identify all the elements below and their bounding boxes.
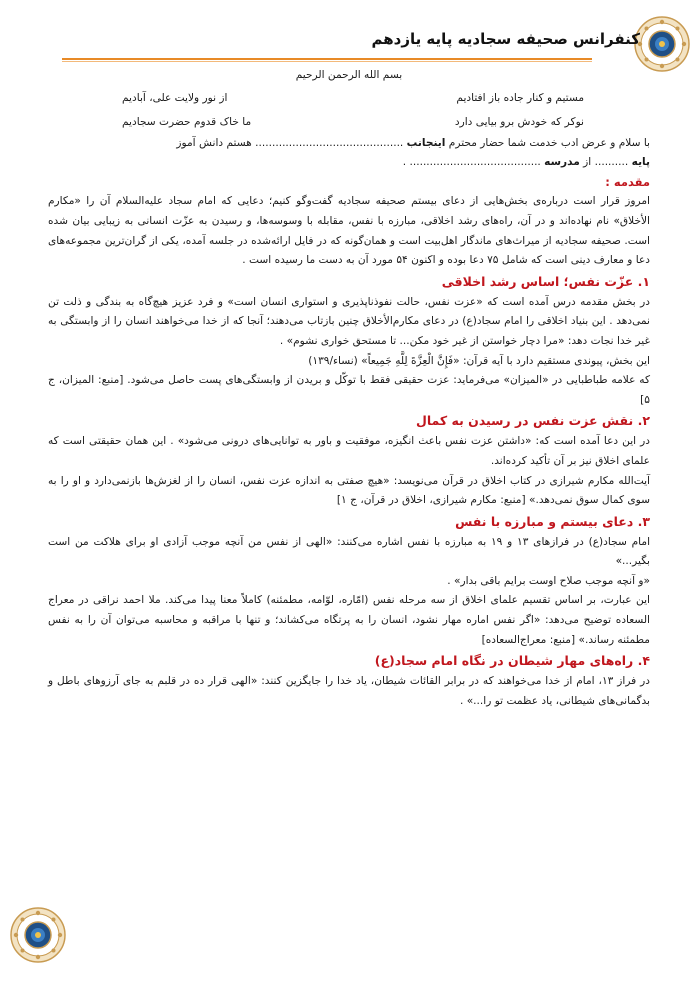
intro-paragraph: امروز قرار است درباره‌ی بخش‌هایی از دعای بیستم صحیفه سجادیه گفت‌وگو کنیم؛ دعایی که امام سجاد علیه‌السلام آن را «مکارم الأخلاق» نام نهاده‌اند و در آن، راه‌های رشد اخلاقی، مبارزه با نفس، مقابله با وسوسه‌ها، و رسیدن به عزّت انسانی به زیبایی بیان شده است. صحیفه سجادیه از میراث‌های ماندگار اهل‌بیت است و همان‌گونه که در فایل ارائه‌شده در جلسه آمده، یکی از گران‌ترین مجموعه‌های دعا و معارف دینی است که شامل ۷۵ دعا بوده و اکنون ۵۴ مورد آن به دست ما رسیده است . <box>48 195 650 267</box>
section-2-paragraph-2: آیت‌الله مکارم شیرازی در کتاب اخلاق در قرآن می‌نویسد: «هیچ صفتی به اندازه عزت نفس، انسان را از لغزش‌ها بازنمی‌دارد و او را به سوی کمال سوق نمی‌دهد.» [منبع: مکارم شیرازی، اخلاق در قرآن، ج ۱] <box>48 474 650 507</box>
bismillah: بسم الله الرحمن الرحیم <box>295 69 403 81</box>
poem-line-2: از نور ولایت علی، آبادیم <box>122 91 228 104</box>
section-2-paragraph-1: در این دعا آمده است که: «داشتن عزت نفس باعث انگیزه، موفقیت و باور به توانایی‌های درونی می‌شود» . این همان حقیقتی است که علمای اخلاق نیز بر آن تأکید کرده‌اند. <box>48 435 650 467</box>
section-1-paragraph-2: این بخش، پیوندی مستقیم دارد با آیه قرآن: «فَإِنَّ الْعِزَّةَ لِلَّهِ جَمِیعاً» (نساء/۱۳۹) <box>308 354 650 367</box>
poem-line-1: مستیم و کنار جاده باز افتادیم <box>456 91 584 104</box>
ornamental-rosette-icon <box>10 907 66 963</box>
section-3-paragraph-2: «و آنچه موجب صلاح اوست برایم باقی بدار» . <box>447 574 650 587</box>
intro-heading: مقدمه : <box>605 174 650 189</box>
school-label: مدرسه <box>544 156 580 169</box>
section-3-heading: ۳. دعای بیستم و مبارزه با نفس <box>455 513 650 529</box>
section-1-heading: ۱. عزّت نفس؛ اساس رشد اخلاقی <box>441 273 650 289</box>
poem-row-1 <box>48 86 650 110</box>
poem-row-2 <box>48 110 650 134</box>
section-2-heading: ۲. نقش عزت نفس در رسیدن به کمال <box>415 413 650 429</box>
greeting-bold: اینجانب <box>406 136 446 149</box>
section-1-paragraph-1: در بخش مقدمه درس آمده است که «عزت نفس، حالت نفوذناپذیری و استواری انسان است» و فرد عزیز هیچ‌گاه به بندگی و ذلت تن نمی‌دهد . این بنیاد اخلاقی را امام سجاد(ع) در دعای مکارم‌الأخلاق چنین بازتاب می‌دهند؛ آنجا که از خدا می‌خواهند انسان را از وابستگی به غیر خدا نجات دهد: «مرا دچار خواستن از غیر خود مکن... تا مستحق خواری نشوم» . <box>48 295 650 347</box>
section-4-heading: ۴. راه‌های مهار شیطان در نگاه امام سجاد(ع) <box>374 653 650 669</box>
greeting-text: با سلام و عرض ادب خدمت شما حضار محترم <box>445 136 650 149</box>
greeting-text-end: ............................................ هستم دانش آموز <box>176 136 407 149</box>
section-1-paragraph-3: که علامه طباطبایی در «المیزان» می‌فرماید: عزت حقیقی فقط با توکّل و بریدن از وابستگی‌های پست حاصل می‌شود. [منبع: المیزان، ج ۵] <box>48 374 650 406</box>
header-title: کنفرانس صحیفه سجادیه پایه یازدهم <box>371 30 640 48</box>
poem-line-3: نوکر که خودش برو بیایی دارد <box>454 115 584 128</box>
grade-label: پایه <box>631 156 650 169</box>
section-4-paragraph-1: در فراز ۱۳، امام از خدا می‌خواهند که در برابر القائات شیطان، یاد خدا را جایگزین کنند: «الهی قرار ده در قلبم به جای آرزوهای باطل و بدگمانی‌های شیطانی، یاد عظمت تو را...» . <box>48 675 650 707</box>
header-divider <box>62 58 592 60</box>
ornamental-rosette-icon <box>634 16 690 72</box>
poem-line-4: ما خاک قدوم حضرت سجادیم <box>122 115 252 128</box>
header-divider-thin <box>62 61 592 62</box>
school-line <box>48 153 650 173</box>
greeting-line <box>48 134 650 154</box>
section-3-paragraph-3: این عبارت، بر اساس تقسیم علمای اخلاق از سه مرحله نفس (امّاره، لوّامه، مطمئنه) کاملاً معنا پیدا می‌کند. ملا احمد نراقی در معراج السعاده توضیح می‌دهد: «اگر نفس اماره مهار نشود، انسان را به پرتگاه می‌کشاند؛ و تنها با مراقبه و محاسبه می‌توان آن را به نفس مطمئنه رساند.» [منبع: معراج‌السعاده] <box>48 594 650 646</box>
school-blank: ....................................... . <box>402 156 545 169</box>
section-3-paragraph-1: امام سجاد(ع) در فرازهای ۱۳ و ۱۹ به مبارزه با نفس اشاره می‌کنند: «الهی از نفس من آنچه موجب آزادی او برای هلاکت من است بگیر...» <box>48 535 651 568</box>
grade-blank: .......... از <box>579 156 632 169</box>
document-body <box>48 66 650 711</box>
